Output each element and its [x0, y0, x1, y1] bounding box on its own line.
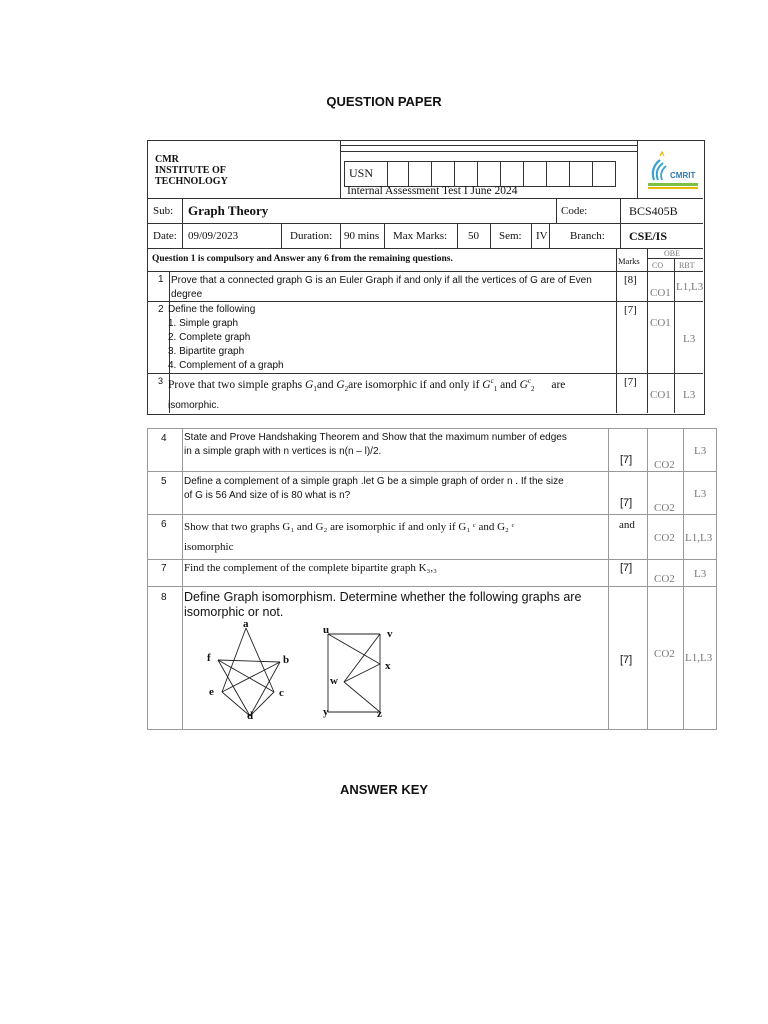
- course-code: BCS405B: [629, 204, 678, 218]
- question-4-text: State and Prove Handshaking Theorem and Show that the maximum number of edges in a simple graph with n vertices is n(n – l)/2.: [184, 432, 567, 457]
- question-8-text: Define Graph isomorphism. Determine whether the following graphs are isomorphic or not.: [184, 590, 582, 619]
- branch: CSE/IS: [629, 229, 668, 243]
- graph-2-label-w: w: [330, 675, 338, 687]
- exam-duration: 90 mins: [344, 230, 380, 242]
- graph-1-label-a: a: [243, 618, 249, 630]
- page-title: QUESTION PAPER: [326, 94, 442, 109]
- exam-header-block: CMR INSTITUTE OF TECHNOLOGY USN Internal Assessment Test I June 2024 CMRIT Sub: Graph Theory Code: BCS405B Date: 09/09/2023 Duration: 90 mins Max Marks: 50 Sem: IV Branch: CSE/IS Question 1 is compulsory and Answer any 6 from the remaining questions. Marks OBE CO RBT 1 Prove that a connected graph G is an Euler Graph if and only if all the vertices of G are of Even degree [8] CO1 L1,L3 2 Define the following 1. Simple graph 2. Complete graph 3. Bipartite graph 4. Complement of a graph [7] CO1 L3 3 Prove that two simple graphs $G_1and$ $G_2are$ isomorphic if and only if $G^c_1$ and $G^c_2$ are isomorphic. [7] CO1 L3: [147, 140, 705, 415]
- max-marks: 50: [468, 230, 479, 242]
- graph-2-label-z: z: [377, 708, 382, 720]
- institute-name: CMR INSTITUTE OF TECHNOLOGY: [155, 154, 228, 187]
- test-name: Internal Assessment Test I June 2024: [347, 185, 518, 197]
- graph-1-label-e: e: [209, 686, 214, 698]
- question-1-text: Prove that a connected graph G is an Euler Graph if and only if all the vertices of G are of Even degree: [171, 275, 592, 300]
- questions-table: 4 State and Prove Handshaking Theorem and Show that the maximum number of edges in a simple graph with n vertices is n(n – l)/2. [7] CO2 L3 5 Define a complement of a simple graph .let G be a simple graph of order n . If the size of G is 56 And size of is 80 what is n? [7] CO2 L3 6 Show that two graphs G₁ and G₂ are isomorphic if and only if G₁ ᶜ and G₂ ᶜ isomorphic and CO2 L1,L3 7 Find the complement of the complete bipartite graph K₃,₃ [7] CO2 L3 8 Define Graph isomorphism. Determine whether the following graphs are isomorphic or not. [7] CO2 L1,L3 a b c d e f u v x w y z: [147, 428, 717, 730]
- graph-1-label-b: b: [283, 654, 290, 666]
- graph-2-label-u: u: [323, 624, 330, 636]
- answer-key-title: ANSWER KEY: [339, 782, 429, 797]
- usn-input-boxes[interactable]: [386, 161, 616, 185]
- graph-1-label-f: f: [207, 652, 211, 664]
- question-2-text: Define the following 1. Simple graph 2. Complete graph 3. Bipartite graph 4. Complement of a graph: [168, 304, 284, 371]
- exam-date: 09/09/2023: [188, 230, 239, 242]
- usn-label-box: USN: [344, 161, 388, 187]
- question-6-text: Show that two graphs G₁ and G₂ are isomorphic if and only if G₁ ᶜ and G₂ ᶜ isomorphic: [184, 521, 515, 553]
- graph-2-label-y: y: [323, 706, 329, 718]
- graph-1-label-c: c: [279, 687, 284, 699]
- graph-2-figure: [322, 628, 392, 718]
- graph-2-label-v: v: [387, 628, 393, 640]
- subject-name: Graph Theory: [188, 203, 269, 218]
- graph-2-label-x: x: [385, 660, 391, 672]
- graph-1-label-d: d: [247, 710, 254, 722]
- cmrit-logo: CMRIT: [644, 150, 702, 192]
- question-5-text: Define a complement of a simple graph .let G be a simple graph of order n . If the size of G is 56 And size of is 80 what is n?: [184, 476, 564, 501]
- instructions: Question 1 is compulsory and Answer any 6 from the remaining questions.: [152, 254, 453, 264]
- question-7-text: Find the complement of the complete bipartite graph K₃,₃: [184, 562, 437, 574]
- question-3-text: Prove that two simple graphs $G_1and$ $G_2are$ isomorphic if and only if $G^c_1$ and $G^c_2$ are: [168, 377, 566, 394]
- semester: IV: [536, 230, 548, 242]
